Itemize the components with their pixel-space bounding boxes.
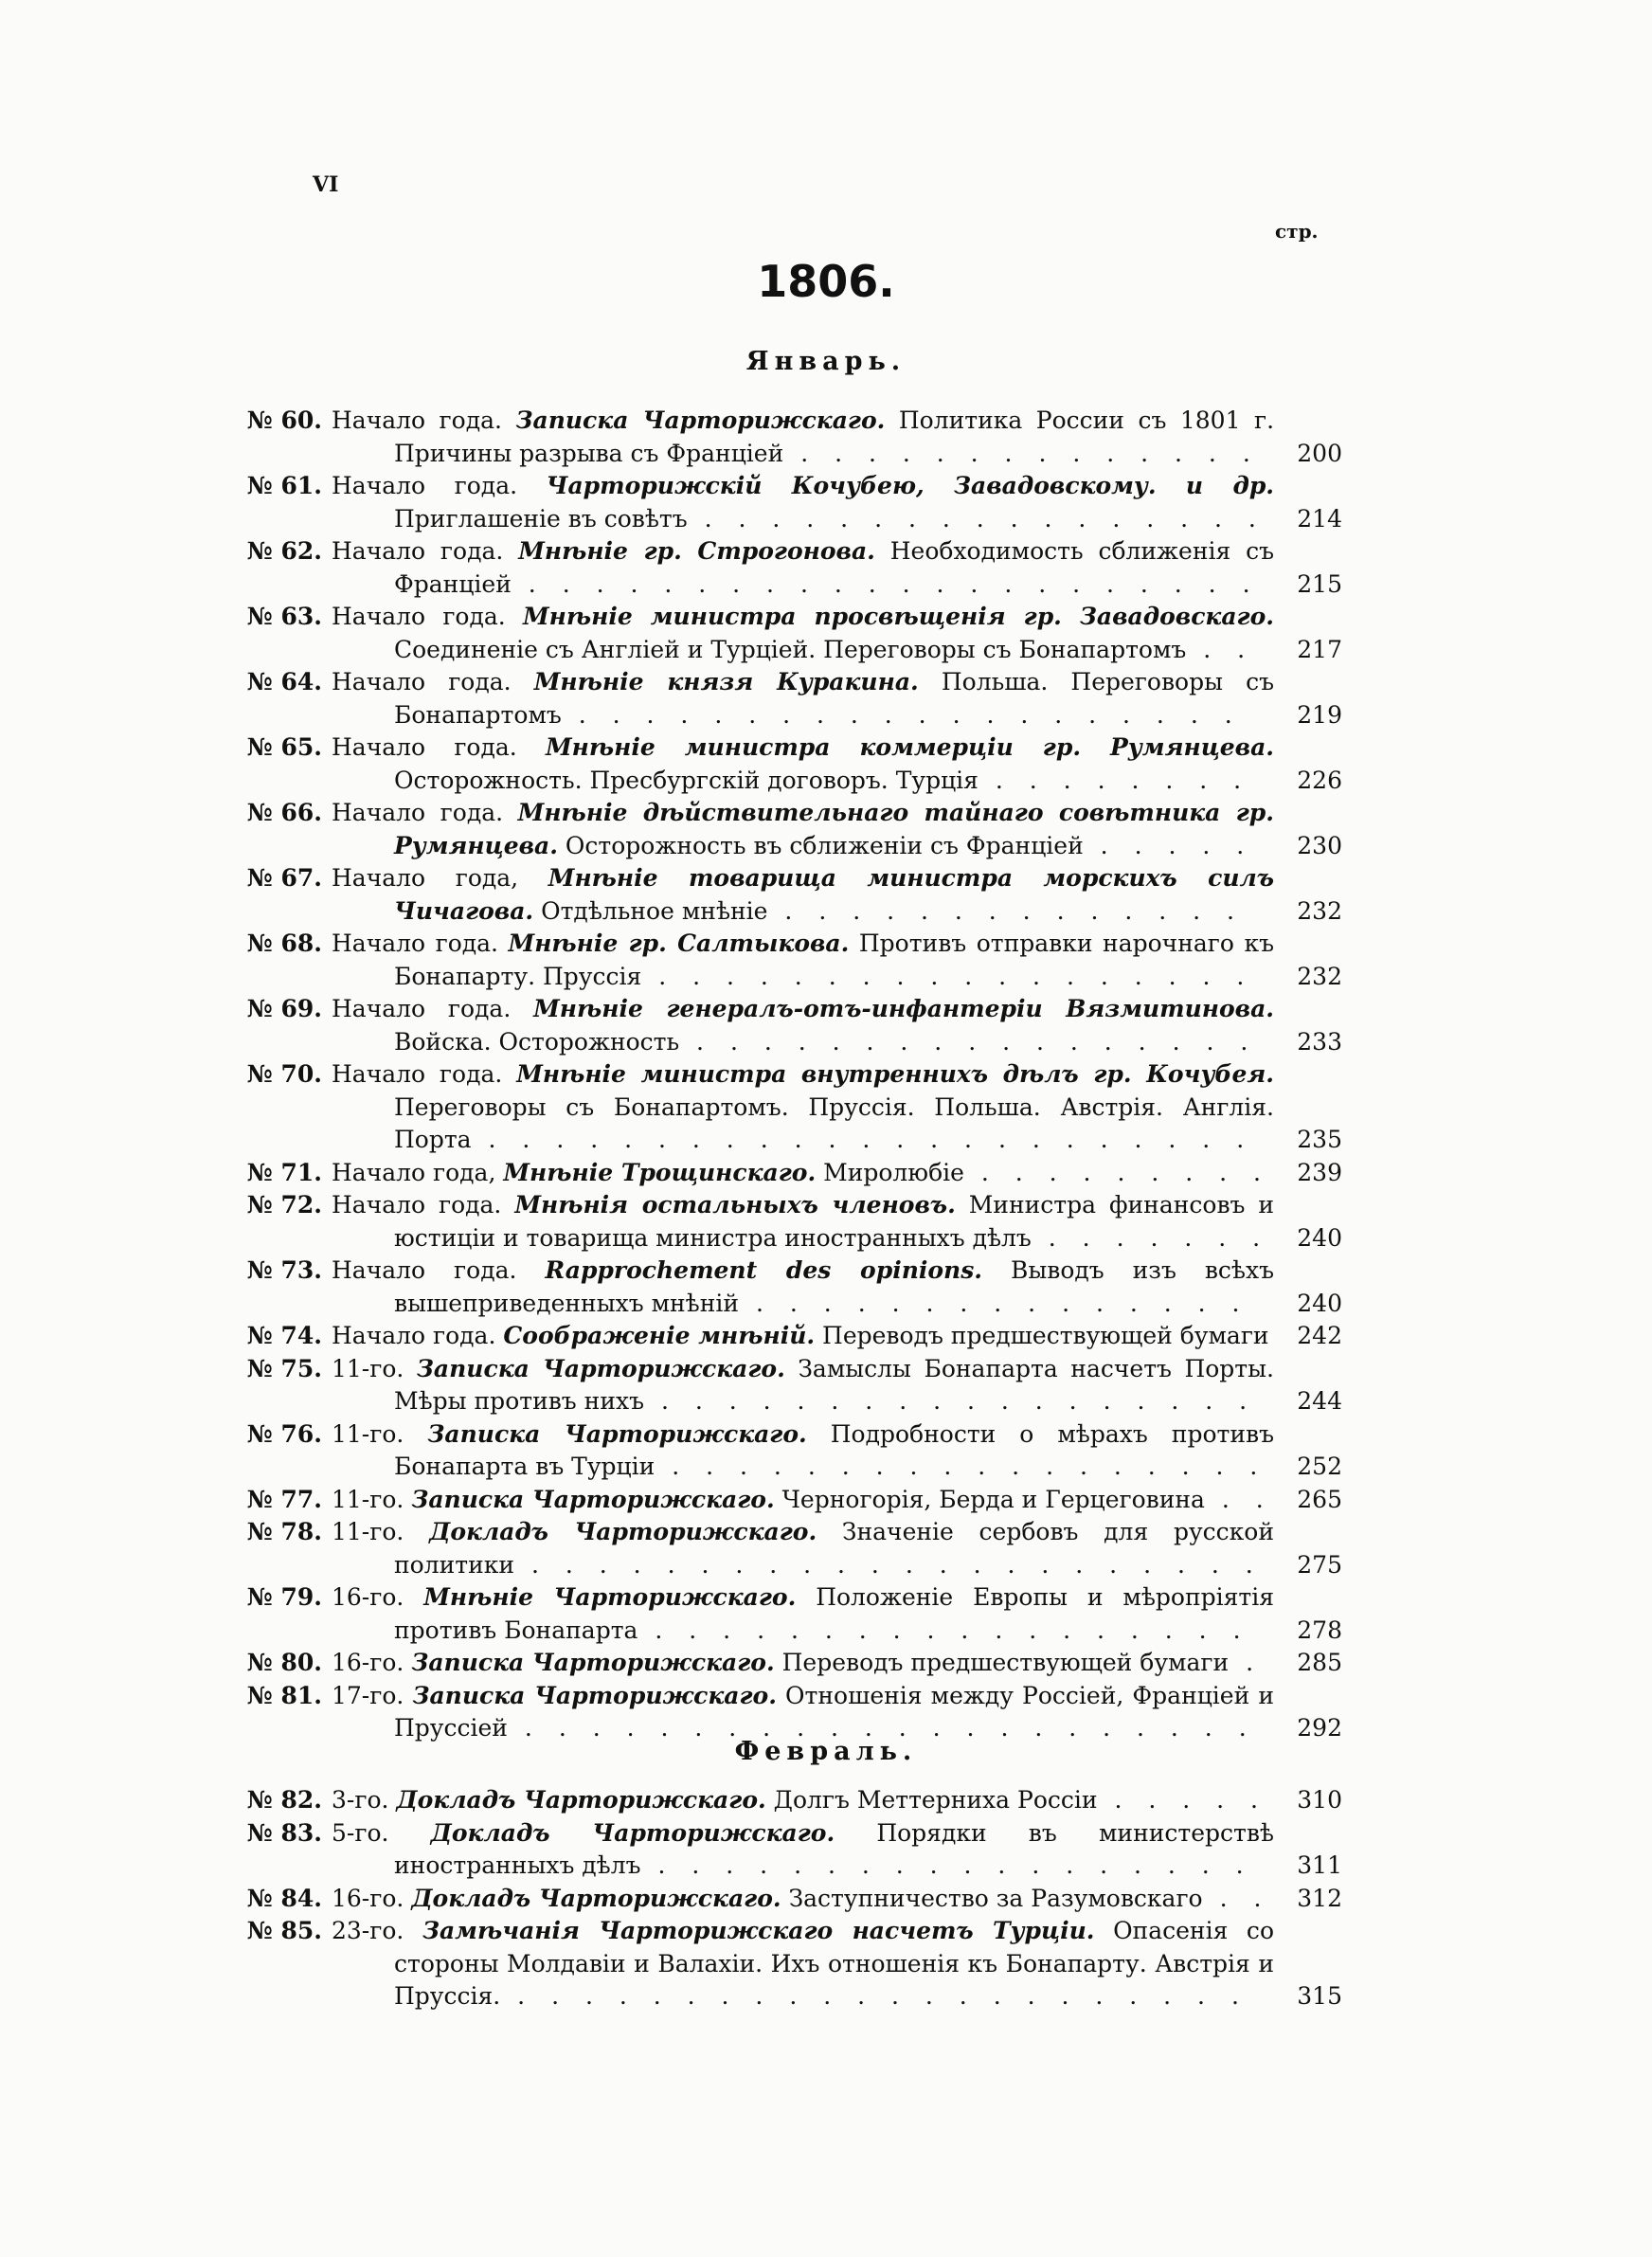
entry-number: № 76. [246,1419,322,1448]
entry-description: Порядки въ министерствѣ иностранныхъ дѣлъ [394,1818,1275,1879]
toc-entry [239,1817,1342,1883]
page-number: VI [313,172,339,197]
toc-entry [239,1189,1342,1255]
entry-date: Начало года. [332,1322,496,1349]
leader-dots: . . . . . . . . . . . . . . . . . . . . . . [511,569,1260,598]
entry-page-number: 240 [1274,1222,1342,1255]
leader-wrap [783,440,1260,467]
leader-wrap [562,701,1242,729]
leader-dots: . . . . . . . . . . . . . . . . . . [637,1616,1250,1644]
entry-page-number: 239 [1274,1157,1342,1190]
leader-wrap [767,897,1244,925]
entry-text [332,1516,1342,1581]
entry-description: Черногорія, Берда и Герцеговина [781,1485,1205,1513]
toc-entry [239,1883,1342,1916]
entry-date: Начало года. [332,472,518,499]
entry-number: № 60. [246,406,322,434]
entry-body [322,797,1342,862]
entry-document-title: Записка Чарторижскаго. [515,406,886,434]
entry-text [332,1255,1342,1320]
entry-text [332,535,1342,601]
entry-date: Начало года. [332,995,512,1022]
entry-text [332,797,1342,862]
entry-date: 11-го. [332,1485,404,1513]
entry-document-title: Мнѣніе дѣйствительнаго тайнаго совѣтника гр. Румянцева. [394,799,1274,859]
entry-page-number: 240 [1274,1288,1342,1321]
leader-wrap [1186,636,1254,663]
entry-description: Переводъ предшествующей бумаги [822,1322,1269,1349]
entry-number: № 69. [246,995,322,1022]
entry-page-number: 252 [1274,1451,1342,1484]
entry-document-title: Мнѣніе министра просвѣщенія гр. Завадовскаго. [523,603,1274,630]
leader-wrap [637,1616,1249,1644]
toc-entry [239,405,1342,470]
toc-entry [239,1255,1342,1320]
entry-text [332,1883,1342,1916]
entry-body [322,862,1342,928]
entry-body [322,1784,1342,1817]
entry-text [332,1784,1342,1817]
leader-dots: . [1229,1649,1264,1676]
toc-entry [239,1647,1342,1680]
entry-date: 16-го. [332,1884,404,1912]
entry-document-title: Мнѣніе Чарторижскаго. [423,1583,797,1611]
leader-dots: . . . . . . . . . . . . . . . [739,1289,1249,1317]
leader-wrap [500,1982,1248,2010]
entry-body [322,535,1342,601]
leader-wrap [739,1290,1248,1317]
entry-document-title: Мнѣніе Трощинскаго. [503,1158,817,1186]
leader-dots: . . . . . . . . [978,766,1251,794]
entry-document-title: Записка Чарторижскаго. [427,1419,807,1448]
entry-document-title: Мнѣніе министра внутреннихъ дѣлъ гр. Кочубея. [516,1060,1274,1088]
toc-entry [239,928,1342,993]
entry-number: № 72. [246,1191,322,1219]
month-heading-january: Январь. [745,347,907,376]
entry-page-number: 244 [1274,1385,1342,1418]
entry-body [322,405,1342,470]
leader-dots: . . [1204,1485,1273,1513]
entry-document-title: Мнѣнія остальныхъ членовъ. [514,1191,956,1219]
entry-number: № 66. [246,799,322,826]
entry-description: Соединеніе съ Англіей и Турціей. Переговоры съ Бонапартомъ [394,635,1187,663]
leader-dots: . . . . . [1097,1786,1267,1814]
entry-text [332,1320,1342,1353]
entry-description: Переводъ предшествующей бумаги [781,1649,1230,1676]
entry-text [332,928,1342,993]
leader-wrap [964,1159,1270,1186]
entry-description: Опасенія со стороны Молдавіи и Валахіи. Ихъ отношенія къ Бонапарту. Австрія и Пруссія. [394,1917,1274,2010]
entry-body [322,1817,1342,1883]
entry-document-title: Замѣчанія Чарторижскаго насчетъ Турціи. [422,1917,1095,1944]
entry-document-title: Мнѣніе гр. Салтыкова. [508,930,850,957]
leader-wrap [512,570,1260,598]
entry-page-number: 310 [1274,1784,1342,1817]
entry-description: Отдѣльное мнѣніе [541,896,768,925]
entry-description: Подробности о мѣрахъ противъ Бонапарта въ Турціи [394,1419,1274,1480]
leader-wrap [472,1126,1254,1153]
entry-body [322,1647,1342,1680]
toc-entry [239,535,1342,601]
entry-document-title: Записка Чарторижскаго. [411,1649,775,1676]
entry-number: № 84. [246,1884,322,1912]
leader-wrap [655,1453,1266,1480]
entry-number: № 70. [246,1060,322,1088]
entry-document-title: Докладъ Чарторижскаго. [429,1518,817,1545]
leader-wrap [688,505,1266,533]
entry-description: Положеніе Европы и мѣропріятія противъ Бонапарта [394,1583,1274,1644]
entry-page-number: 275 [1274,1549,1342,1582]
entry-document-title: Мнѣніе товарища министра морскихъ силъ Чичагова. [394,864,1275,925]
entry-number: № 64. [246,668,322,695]
entry-document-title: Записка Чарторижскаго. [412,1681,777,1709]
leader-wrap [1205,1486,1273,1513]
entry-date: 23-го. [332,1917,404,1944]
entry-description: Выводъ изъ всѣхъ вышеприведенныхъ мнѣній [394,1256,1274,1317]
leader-dots: . . . . . . . . . . . . . . [767,896,1244,925]
toc-entry [239,1353,1342,1418]
entry-date: 17-го. [332,1681,404,1709]
entry-page-number: 235 [1274,1124,1342,1157]
entry-date: Начало года. [332,668,512,695]
entry-date: Начало года, [332,864,519,892]
entry-number: № 80. [246,1649,322,1676]
entry-date: Начало года. [332,733,517,761]
toc-entry [239,1516,1342,1581]
entry-date: 16-го. [332,1649,404,1676]
entry-body [322,1157,1342,1190]
entry-date: Начало года. [332,603,506,630]
entry-body [322,731,1342,797]
toc-entry [239,1784,1342,1817]
entry-text [332,1353,1342,1418]
entry-page-number: 285 [1274,1647,1342,1680]
toc-list-january [239,405,1342,1745]
entry-document-title: Докладъ Чарторижскаго. [396,1786,766,1814]
entry-description: Польша. Переговоры съ Бонапартомъ [394,668,1275,729]
entry-page-number: 217 [1274,634,1342,667]
entry-body [322,993,1342,1058]
leader-dots: . . . . . . . . . . . . . . . . . . . . . . . [471,1126,1254,1153]
entry-text [332,1157,1342,1190]
leader-wrap [644,1387,1256,1415]
entry-body [322,666,1342,731]
entry-body [322,601,1342,666]
entry-description: Осторожность. Пресбургскій договоръ. Турція [394,766,979,794]
leader-dots: . . . . . . . . . . . . . . . . . . . . . . [500,1982,1248,2010]
entry-text [332,1817,1342,1883]
entry-date: Начало года. [332,537,504,565]
entry-document-title: Записка Чарторижскаго. [411,1485,775,1513]
entry-description: Замыслы Бонапарта насчетъ Порты. Мѣры противъ нихъ [394,1354,1274,1415]
entry-description: Политика России съ 1801 г. Причины разрыва съ Франціей [394,406,1275,467]
entry-date: Начало года. [332,930,498,957]
leader-dots: . . . . . . . . . . . . . . . . . . . . . . [514,1550,1263,1579]
leader-wrap [1084,832,1253,859]
entry-page-number: 312 [1274,1883,1342,1916]
entry-text [332,1581,1342,1647]
entry-page-number: 219 [1274,699,1342,732]
entry-description: Отношенія между Россіей, Франціей и Пруссіей [394,1681,1275,1742]
entry-description: Противъ отправки нарочнаго къ Бонапарту. Пруссія [394,930,1274,990]
entry-page-number: 315 [1274,1980,1342,2013]
entry-body [322,1189,1342,1255]
toc-entry [239,1418,1342,1484]
entry-number: № 77. [246,1485,322,1513]
entry-text [332,666,1342,731]
leader-dots: . . . . . [1083,831,1254,859]
leader-dots: . . . . . . . . . . . . . . . . . . . . . . [507,1714,1256,1742]
entry-body [322,470,1342,535]
year-heading: 1806. [757,256,895,307]
leader-wrap [1032,1224,1269,1252]
entry-body [322,1320,1342,1353]
entry-document-title: Докладъ Чарторижскаго. [430,1818,835,1847]
entry-date: 11-го. [332,1354,404,1382]
toc-entry [239,1581,1342,1647]
entry-body [322,1418,1342,1484]
entry-number: № 83. [246,1818,322,1847]
toc-entry [239,797,1342,862]
entry-text [332,470,1342,535]
leader-dots: . . . . . . . . . . . . . . . . . . [640,1851,1253,1879]
toc-list-february [239,1784,1342,2013]
entry-document-title: Мнѣніе гр. Строгонова. [518,537,875,565]
leader-wrap [679,1028,1257,1056]
entry-description: Долгъ Меттерниха Россіи [773,1786,1098,1814]
entry-number: № 71. [246,1158,322,1186]
leader-wrap [1098,1786,1267,1814]
entry-document-title: Мнѣніе князя Куракина. [533,668,919,695]
entry-text [332,731,1342,797]
entry-body [322,1255,1342,1320]
entry-page-number: 232 [1274,895,1342,929]
leader-dots: . . . . . . . . . . . . . . . . . . [644,1387,1257,1415]
entry-text [332,1915,1342,2013]
entry-page-number: 226 [1274,765,1342,798]
entry-date: Начало года. [332,406,502,434]
entry-date: 5-го. [332,1818,389,1847]
entry-document-title: Соображеніе мнѣній. [503,1322,816,1349]
entry-text [332,1418,1342,1484]
leader-wrap [1203,1885,1271,1912]
entry-body [322,1484,1342,1517]
entry-page-number: 200 [1274,438,1342,471]
entry-body [322,1058,1342,1157]
entry-text [332,1189,1342,1255]
entry-body [322,928,1342,993]
leader-wrap [979,767,1250,794]
leader-wrap [1229,1649,1263,1676]
entry-description: Осторожность въ сближеніи съ Франціей [565,831,1084,859]
entry-page-number: 292 [1274,1712,1342,1745]
entry-document-title: Чарторижскій Кочубею, Завадовскому. и др. [546,472,1275,499]
entry-number: № 63. [246,603,322,630]
leader-dots: . . . . . . . . . . . . . . . . . . [655,1453,1267,1480]
leader-dots: . . . . . . . . . . . . . . . . . . . . [561,700,1242,729]
entry-description: Министра финансовъ и юстиціи и товарища министра иностранныхъ дѣлъ [394,1191,1275,1252]
entry-body [322,1883,1342,1916]
leader-wrap [641,1851,1253,1879]
toc-entry [239,1915,1342,2013]
entry-description: Заступничество за Разумовскаго [788,1884,1203,1912]
leader-wrap [514,1551,1263,1579]
toc-entry [239,1484,1342,1517]
entry-date: 3-го. [332,1786,389,1814]
leader-dots: . . [1186,635,1255,663]
entry-document-title: Мнѣніе министра коммерціи гр. Румянцева. [546,733,1274,761]
toc-entry [239,862,1342,928]
toc-entry [239,666,1342,731]
toc-entry [239,601,1342,666]
entry-text [332,1058,1342,1157]
entry-body [322,1915,1342,2013]
entry-number: № 68. [246,930,322,957]
entry-page-number: 232 [1274,961,1342,994]
entry-date: Начало года, [332,1158,496,1186]
toc-entry [239,731,1342,797]
entry-number: № 85. [246,1917,322,1944]
entry-document-title: Докладъ Чарторижскаго. [411,1884,781,1912]
entry-page-number: 242 [1274,1320,1342,1353]
entry-text [332,1647,1342,1680]
entry-number: № 75. [246,1354,322,1382]
entry-number: № 67. [246,864,322,892]
entry-date: Начало года. [332,1191,502,1219]
leader-dots: . . . . . . . . . . . . . . . . . [687,504,1266,533]
entry-number: № 78. [246,1518,322,1545]
entry-number: № 73. [246,1256,322,1284]
page-column-label: стр. [1275,220,1319,243]
entry-text [332,601,1342,666]
entry-number: № 65. [246,733,322,761]
entry-number: № 82. [246,1786,322,1814]
leader-dots: . . . . . . . . . . . . . . [783,439,1260,467]
entry-number: № 81. [246,1681,322,1709]
entry-date: Начало года. [332,1256,517,1284]
toc-entry [239,1680,1342,1745]
entry-page-number: 214 [1274,503,1342,536]
entry-number: № 61. [246,472,322,499]
month-heading-february: Февраль. [734,1737,918,1766]
entry-description: Значеніе сербовъ для русской политики [394,1518,1274,1579]
toc-entry [239,1157,1342,1190]
toc-entry [239,1058,1342,1157]
entry-description: Приглашеніе въ совѣтъ [394,504,688,533]
leader-wrap [641,963,1253,990]
entry-number: № 62. [246,537,322,565]
entry-date: 11-го. [332,1419,404,1448]
entry-description: Миролюбіе [823,1158,964,1186]
leader-dots: . . . . . . . [1031,1223,1270,1252]
toc-entry [239,470,1342,535]
entry-page-number: 215 [1274,569,1342,602]
entry-body [322,1581,1342,1647]
entry-description: Необходимость сближенія съ Франціей [394,537,1275,598]
entry-date: Начало года. [332,1060,503,1088]
entry-text [332,993,1342,1058]
entry-body [322,1680,1342,1745]
entry-text [332,1680,1342,1745]
leader-dots: . . [1202,1884,1271,1912]
entry-body [322,1516,1342,1581]
toc-entry [239,1320,1342,1353]
entry-text [332,405,1342,470]
entry-document-title: Мнѣніе генералъ-отъ-инфантеріи Вязмитинова. [533,995,1274,1022]
entry-document-title: Записка Чарторижскаго. [416,1354,785,1382]
entry-number: № 74. [246,1322,322,1349]
entry-description: Войска. Осторожность [394,1027,680,1056]
leader-dots: . . . . . . . . . [963,1158,1270,1186]
entry-text [332,1484,1342,1517]
leader-dots: . . . . . . . . . . . . . . . . . [679,1027,1258,1056]
entry-date: 16-го. [332,1583,404,1611]
entry-body [322,1353,1342,1418]
entry-number: № 79. [246,1583,322,1611]
toc-entry [239,993,1342,1058]
leader-dots: . . . . . . . . . . . . . . . . . . [641,962,1254,990]
entry-page-number: 278 [1274,1615,1342,1648]
entry-page-number: 233 [1274,1026,1342,1059]
entry-page-number: 230 [1274,830,1342,863]
entry-document-title: Rapprochement des opinions. [545,1256,983,1284]
entry-page-number: 311 [1274,1850,1342,1883]
entry-description: Переговоры съ Бонапартомъ. Пруссія. Польша. Австрія. Англія. Порта [394,1092,1274,1153]
entry-date: Начало года. [332,799,504,826]
entry-date: 11-го. [332,1518,404,1545]
entry-page-number: 265 [1274,1484,1342,1517]
entry-text [332,862,1342,928]
